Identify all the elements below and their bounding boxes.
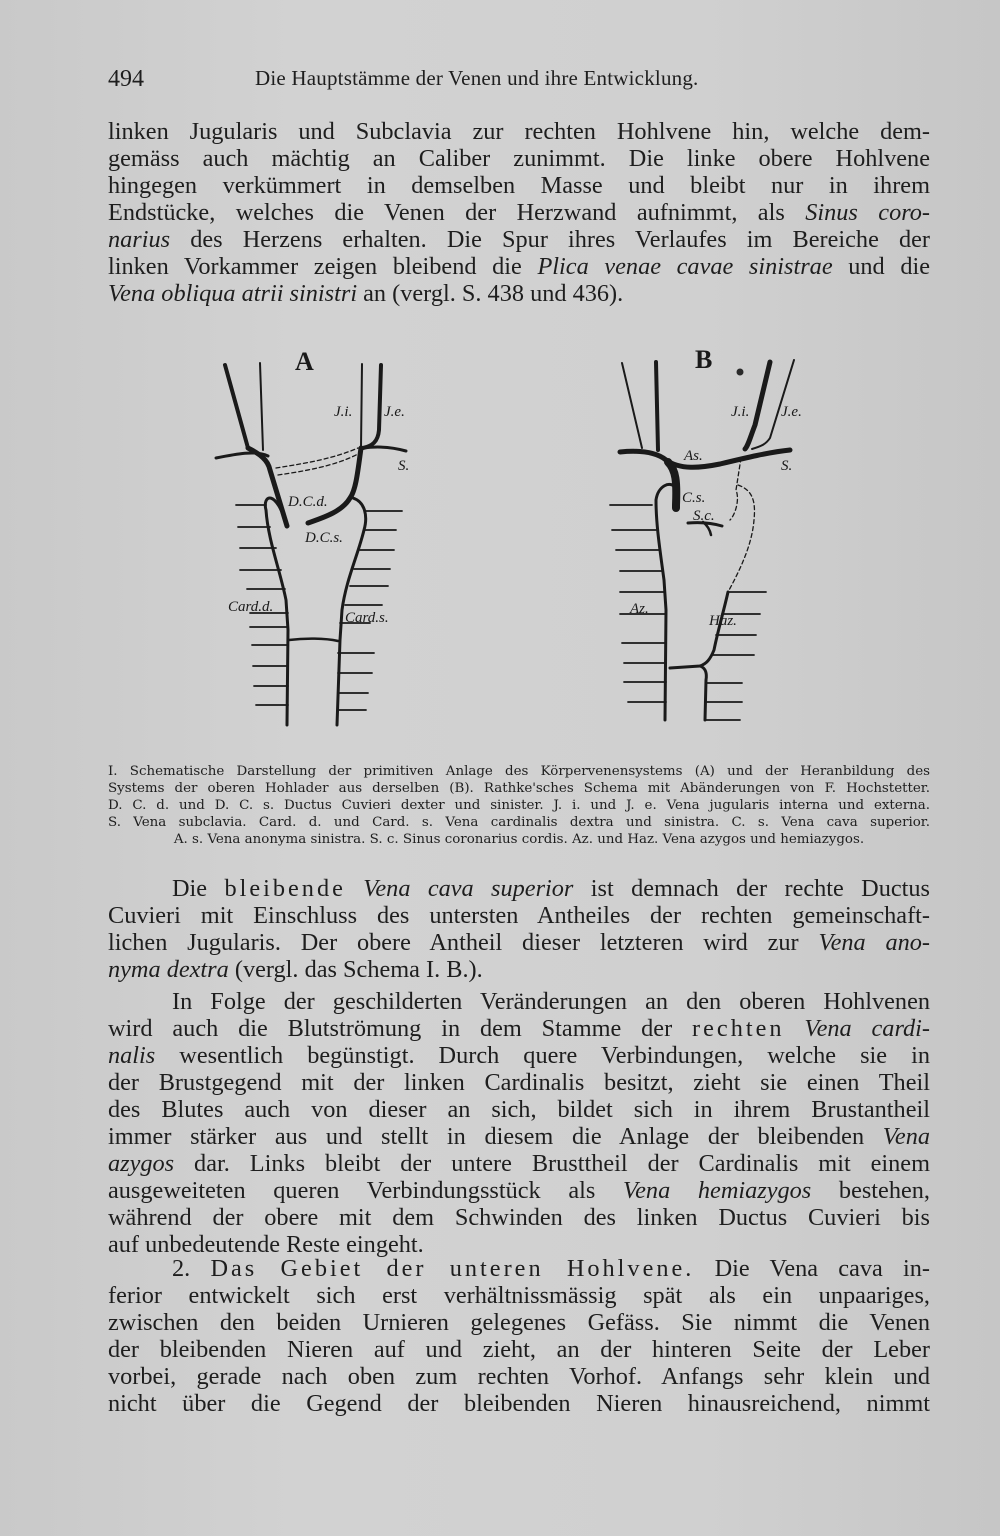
vessel-subclavia-right [620,451,666,460]
dashed-hemiazygos-path [728,485,754,592]
text-run: an (vergl. S. 438 und 436). [357,280,624,307]
text-run: wird auch die Blutströmung in dem Stamme der [108,1015,693,1042]
text-run: ist demnach der rechte Ductus [573,875,931,902]
figure-caption [108,763,930,848]
label-sc: S.c. [693,508,715,524]
label-ji: J.i. [334,404,353,420]
label-az: Az. [630,601,649,617]
text-line [108,1042,930,1069]
panel-b-letter: B [695,345,713,374]
text-line [108,929,930,956]
label-dcs: D.C.s. [305,530,343,546]
text-line: des Blutes auch von dieser an sich, bildet sich in ihrem Brustantheil [108,1096,930,1123]
text-line [108,1015,930,1042]
segmental-veins-right [706,592,766,720]
text-line [108,226,930,253]
panel-b-drawing [610,360,794,720]
italic-term: Vena obliqua atrii sinistri [108,280,358,307]
text-line [108,1150,930,1177]
text-line: vorbei, gerade nach oben zum rechten Vorhof. Anfangs sehr klein und [108,1363,930,1390]
text-line: der bleibenden Nieren auf und zieht, an der hinteren Seite der Leber [108,1336,930,1363]
text-run [785,1015,805,1042]
paragraph-untere-hohlvene [108,1255,930,1417]
italic-term: Vena cardi- [804,1015,930,1042]
italic-term: Vena hemiazygos [623,1177,812,1204]
text-line [108,253,930,280]
vessel-cross-link [289,639,338,641]
panel-a-letter: A [295,347,314,376]
text-run [346,875,363,902]
text-line: auf unbedeutende Reste eingeht. [108,1231,424,1258]
text-run: dar. Links bleibt der untere Brusttheil der Cardinalis mit einem [174,1150,930,1177]
italic-term: Vena cava superior [363,875,574,902]
text-run: des Herzens erhalten. Die Spur ihres Verlaufes im Bereiche der [170,226,930,253]
label-card-s: Card.s. [345,610,389,626]
italic-term: narius [108,226,171,253]
italic-term: azygos [108,1150,175,1177]
text-line [108,875,930,902]
caption-line: D. C. d. und D. C. s. Ductus Cuvieri dexter und sinister. J. i. und J. e. Vena jugularis interna und externa. [108,798,930,813]
text-run: linken Vorkammer zeigen bleibend die [108,253,538,280]
label-je: J.e. [781,404,802,420]
label-s: S. [398,458,410,474]
text-run: ausgeweiteten queren Verbindungsstück als [108,1177,623,1204]
text-line: während der obere mit dem Schwinden des linken Ductus Cuvieri bis [108,1204,930,1231]
text-line [108,1177,930,1204]
italic-term: Vena ano- [818,929,930,956]
text-line: hingegen verkümmert in demselben Masse und bleibt nur in ihrem [108,172,930,199]
text-line: nicht über die Gegend der bleibenden Nieren hinausreichend, nimmt [108,1390,930,1417]
vessel-subclavia-left [363,447,406,451]
ink-spot [737,369,744,376]
vessel-jugular-interna-right [260,363,263,450]
text-line: ferior entwickelt sich erst verhältnissmässig spät als ein unpaariges, [108,1282,930,1309]
paragraph-continuation [108,118,930,307]
spaced-term: rechten [692,1015,785,1042]
running-title: Die Hauptstämme der Venen und ihre Entwicklung. [255,66,699,90]
page-number: 494 [108,66,144,92]
italic-term: Sinus coro- [805,199,931,226]
vessel-azygos [656,484,676,720]
label-as: As. [684,448,703,464]
vessel-hemiazygos [670,592,728,668]
vessel-jugular-externa-left [363,365,381,448]
label-cs: C.s. [682,490,706,506]
text-run: wesentlich begünstigt. Durch quere Verbindungen, welche sie in [155,1042,930,1069]
text-line: Cuvieri mit Einschluss des untersten Antheiles der rechten gemeinschaft- [108,902,930,929]
text-run: Die Vena cava in- [694,1255,931,1282]
label-je: J.e. [384,404,405,420]
text-run: (vergl. das Schema I. B.). [228,956,483,983]
label-s: S. [781,458,793,474]
dashed-sinus-coronarius-path [730,458,741,520]
text-line [108,956,930,983]
spaced-term: bleibende [224,875,346,902]
text-run: Die [172,875,225,902]
label-card-d: Card.d. [228,599,274,615]
italic-term: Plica venae cavae sinistrae [537,253,833,280]
page-header [108,66,928,100]
label-ji: J.i. [731,404,750,420]
caption-line: I. Schematische Darstellung der primitiven Anlage des Körpervenensystems (A) und der Heranbildung des [108,764,930,779]
text-line [108,1255,930,1282]
dashed-anastomosis [276,448,358,468]
text-line [108,199,930,226]
text-line: zwischen den beiden Urnieren gelegenes Gefäss. Sie nimmt die Venen [108,1309,930,1336]
label-haz: Haz. [709,613,737,629]
text-run: lichen Jugularis. Der obere Antheil dieser letzteren wird zur [108,929,819,956]
paragraph-vena-cardinalis [108,988,930,1258]
text-run: immer stärker aus und stellt in diesem die Anlage der bleibenden [108,1123,883,1150]
text-line: gemäss auch mächtig an Caliber zunimmt. Die linke obere Hohlvene [108,145,930,172]
text-run: und die [832,253,931,280]
caption-line: A. s. Vena anonyma sinistra. S. c. Sinus coronarius cordis. Az. und Haz. Vena azygos und hemiazygos. [173,832,865,847]
italic-term: nyma dextra [108,956,229,983]
vessel-jugular-externa-right [622,363,642,448]
text-line: der Brustgegend mit der linken Cardinalis besitzt, zieht sie einen Theil [108,1069,930,1096]
vessel-ductus-cuvieri-sinister [308,448,361,523]
vessel-jugular-interna-left [361,364,362,448]
text-line [108,280,930,307]
text-line [108,1123,930,1150]
text-run: 2. [172,1255,211,1282]
italic-term: nalis [108,1042,156,1069]
vessel-jugular-interna-right [656,362,658,450]
text-line: linken Jugularis und Subclavia zur rechten Hohlvene hin, welche dem- [108,118,930,145]
caption-line: S. Vena subclavia. Card. d. und Card. s. Vena cardinalis dextra und sinistra. C. s. Vena cava superior. [108,815,930,830]
vessel-lower-right [700,666,706,720]
section-heading: Das Gebiet der unteren Hohlvene. [210,1255,695,1282]
figure-svg [0,330,1000,740]
text-run: bestehen, [811,1177,930,1204]
caption-line: Systems der oberen Hohlader aus derselben (B). Rathke'sches Schema mit Abänderungen von F. Hochstetter. [108,781,930,796]
figure-venous-schema [0,330,1000,740]
label-dcd: D.C.d. [288,494,328,510]
italic-term: Vena [882,1123,930,1150]
text-run: Endstücke, welches die Venen der Herzwand aufnimmt, als [108,199,806,226]
text-line: In Folge der geschilderten Veränderungen an den oberen Hohlvenen [172,988,930,1015]
dashed-anastomosis [278,454,358,475]
paragraph-vena-cava-superior [108,875,930,983]
vessel-jugular-externa-right [225,365,248,448]
